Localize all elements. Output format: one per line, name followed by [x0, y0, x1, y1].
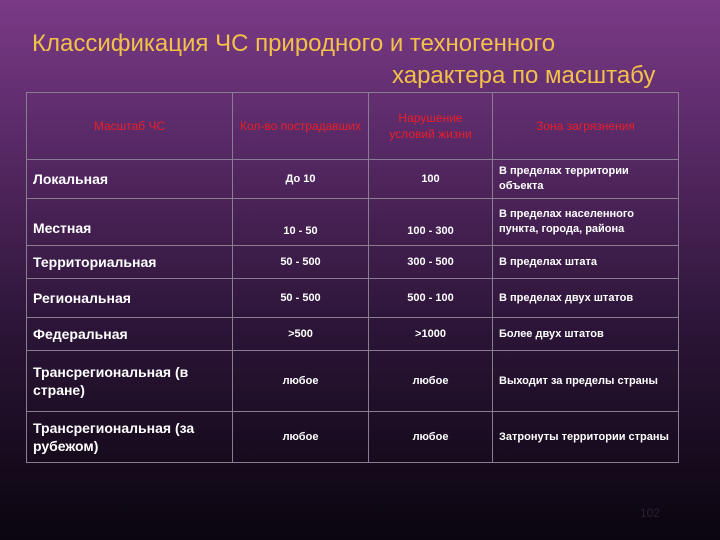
slide-title — [32, 28, 692, 92]
row-zone: Затронуты территории страны — [493, 412, 679, 463]
header-disruption: Нарушение условий жизни — [369, 93, 493, 160]
table-row — [27, 279, 679, 318]
table-row — [27, 246, 679, 279]
row-victims: любое — [233, 412, 369, 463]
classification-table — [26, 92, 679, 463]
title-line-2: характера по масштабу — [392, 62, 656, 89]
row-zone: В пределах двух штатов — [493, 279, 679, 318]
row-disruption: >1000 — [369, 318, 493, 351]
row-disruption: 100 - 300 — [369, 199, 493, 246]
row-disruption: любое — [369, 351, 493, 412]
header-scale: Масштаб ЧС — [27, 93, 233, 160]
row-disruption: 300 - 500 — [369, 246, 493, 279]
row-disruption: 500 - 100 — [369, 279, 493, 318]
row-name: Локальная — [27, 160, 233, 199]
row-name: Территориальная — [27, 246, 233, 279]
row-disruption: любое — [369, 412, 493, 463]
row-name: Региональная — [27, 279, 233, 318]
table-header-row — [27, 93, 679, 160]
row-zone: В пределах территории объекта — [493, 160, 679, 199]
row-name: Федеральная — [27, 318, 233, 351]
row-victims: 50 - 500 — [233, 279, 369, 318]
row-victims: 50 - 500 — [233, 246, 369, 279]
row-name: Местная — [27, 199, 233, 246]
row-name: Трансрегиональная (за рубежом) — [27, 412, 233, 463]
table-row — [27, 351, 679, 412]
row-victims: любое — [233, 351, 369, 412]
row-disruption: 100 — [369, 160, 493, 199]
page-number: 102 — [639, 506, 660, 520]
row-victims: 10 - 50 — [233, 199, 369, 246]
row-zone: В пределах штата — [493, 246, 679, 279]
row-victims: До 10 — [233, 160, 369, 199]
row-name: Трансрегиональная (в стране) — [27, 351, 233, 412]
title-line-1: Классификация ЧС природного и техногенного — [32, 30, 556, 57]
header-victims: Кол-во пострадавших — [233, 93, 369, 160]
table-row — [27, 318, 679, 351]
table-row — [27, 199, 679, 246]
row-zone: В пределах населенного пункта, города, района — [493, 199, 679, 246]
row-zone: Выходит за пределы страны — [493, 351, 679, 412]
row-zone: Более двух штатов — [493, 318, 679, 351]
header-zone: Зона загрязнения — [493, 93, 679, 160]
table-row — [27, 160, 679, 199]
row-victims: >500 — [233, 318, 369, 351]
table-row — [27, 412, 679, 463]
